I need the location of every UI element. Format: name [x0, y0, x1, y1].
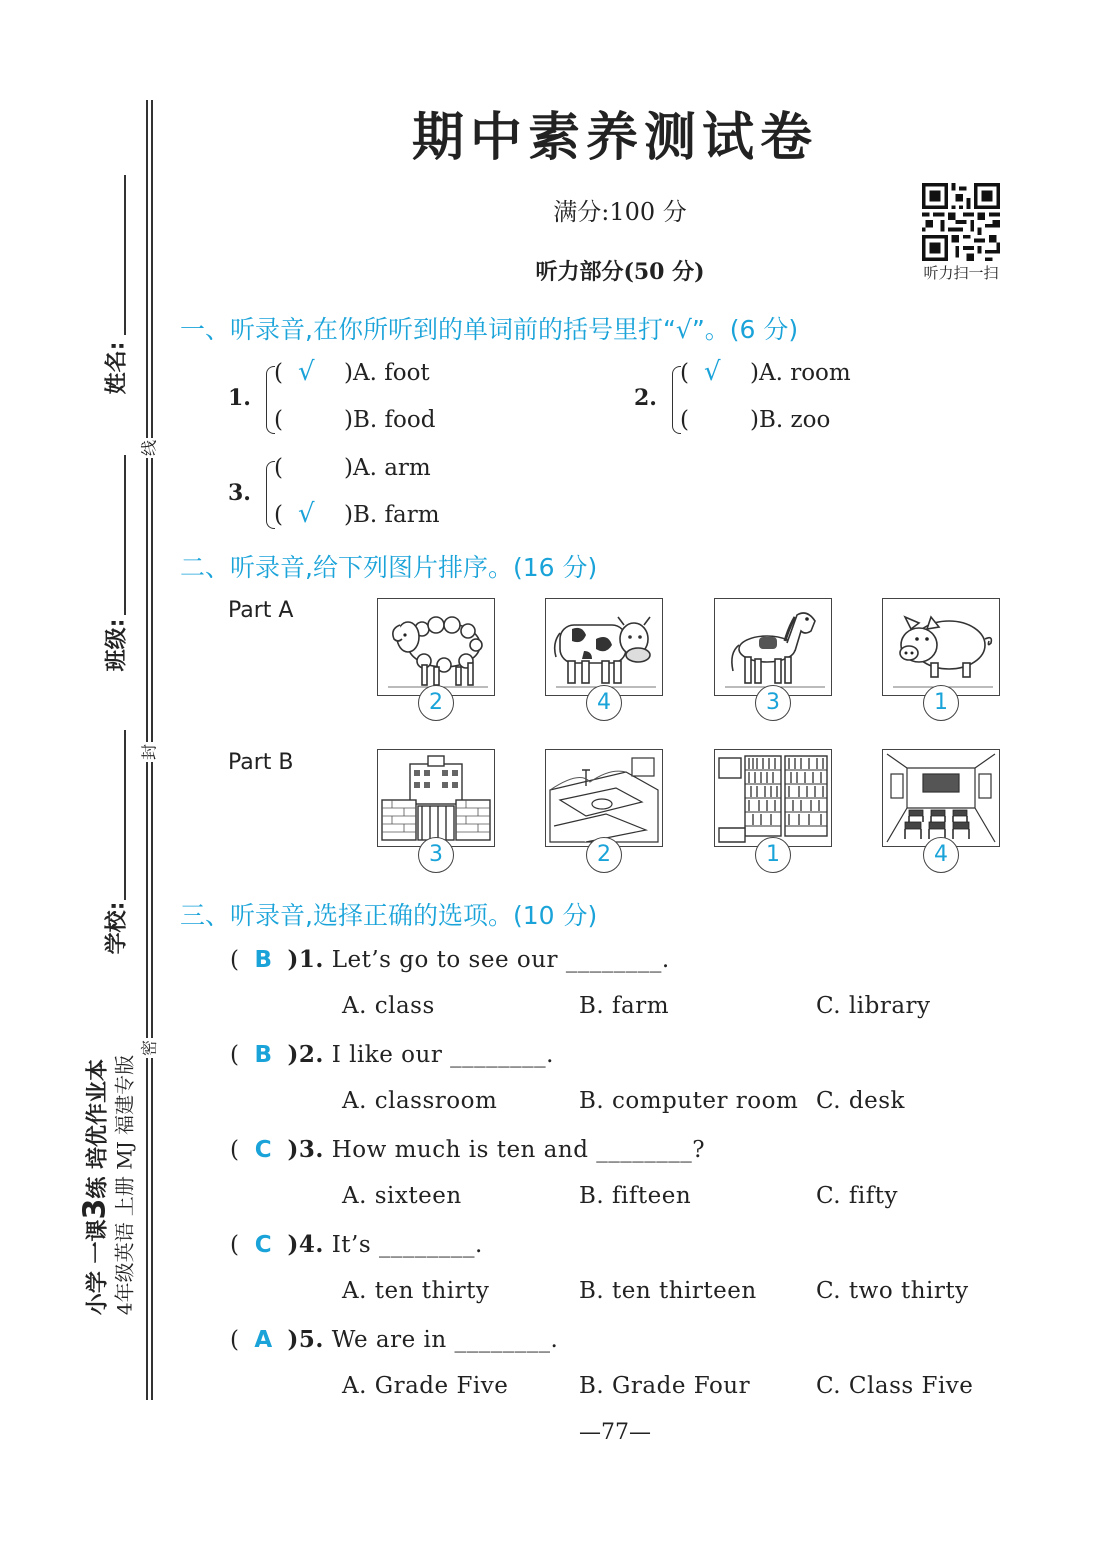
listening-header: 听力部分(50 分) — [535, 259, 705, 285]
s3-q4-choice-c[interactable]: C. two thirty — [816, 1278, 969, 1304]
sheep-picture — [377, 598, 495, 696]
brand-suffix: 练 培优作业本 — [85, 1058, 111, 1199]
s3-q4-number: )4. — [287, 1231, 324, 1258]
s1-q1-number: 1. — [228, 385, 251, 411]
s3-q4-choice-b[interactable]: B. ten thirteen — [579, 1278, 757, 1304]
s1-q2-option-a-label: )A. room — [750, 360, 851, 386]
part-a-order-3[interactable]: 3 — [755, 685, 791, 721]
s3-q3-stem-row: ( C )3. How much is ten and ________? — [230, 1136, 706, 1163]
s3-q4-answer[interactable]: C — [254, 1232, 273, 1258]
s1-q2-number: 2. — [634, 385, 657, 411]
s1-q3-option-a-label: )A. arm — [344, 455, 431, 481]
s1-q3-number: 3. — [228, 480, 251, 506]
cow-picture — [545, 598, 663, 696]
series-brand — [77, 1054, 138, 1316]
part-a-order-1[interactable]: 2 — [418, 685, 454, 721]
s3-q2-choice-c[interactable]: C. desk — [816, 1088, 905, 1114]
section1-title: 一、听录音,在你所听到的单词前的括号里打“√”。(6 分) — [180, 315, 799, 344]
qr-code-icon[interactable] — [920, 183, 1002, 261]
s3-q3-choice-a[interactable]: A. sixteen — [342, 1183, 462, 1209]
part-a-label: Part A — [228, 598, 294, 623]
part-a-order-4[interactable]: 1 — [923, 685, 959, 721]
s1-q2-option-b[interactable]: ( )B. zoo — [680, 407, 831, 433]
s3-q1-choice-c[interactable]: C. library — [816, 993, 931, 1019]
s3-q3-choice-c[interactable]: C. fifty — [816, 1183, 899, 1209]
classroom-picture — [882, 749, 1000, 847]
s3-q2-choice-b[interactable]: B. computer room — [579, 1088, 799, 1114]
s1-q3-option-b[interactable]: ( √ )B. farm — [274, 499, 440, 529]
s1-q1-option-a[interactable]: ( √ )A. foot — [274, 357, 430, 387]
qr-label: 听力扫一扫 — [923, 264, 999, 282]
s3-q5-choice-c[interactable]: C. Class Five — [816, 1373, 974, 1399]
playground-picture — [545, 749, 663, 847]
s1-q1-option-a-label: )A. foot — [344, 360, 430, 386]
s3-q4-stem: It’s ________. — [331, 1232, 483, 1258]
s3-q5-choice-a[interactable]: A. Grade Five — [342, 1373, 509, 1399]
library-picture — [714, 749, 832, 847]
horse-picture — [714, 598, 832, 696]
part-b-label: Part B — [228, 750, 294, 775]
s3-q1-stem-row: ( B )1. Let’s go to see our ________. — [230, 946, 670, 973]
name-blank — [124, 175, 126, 335]
s3-q2-stem: I like our ________. — [331, 1042, 554, 1068]
name-label: 姓名: — [104, 341, 130, 395]
s3-q2-number: )2. — [287, 1041, 324, 1068]
s3-q4-choice-a[interactable]: A. ten thirty — [342, 1278, 490, 1304]
s1-q3-option-b-label: )B. farm — [344, 502, 440, 528]
s3-q1-stem: Let’s go to see our ________. — [331, 947, 670, 973]
cut-mark-line: 线 — [137, 438, 160, 458]
page-title: 期中素养测试卷 — [411, 107, 818, 168]
section3-title: 三、听录音,选择正确的选项。(10 分) — [180, 901, 598, 930]
s1-q3-option-a[interactable]: ( )A. arm — [274, 455, 431, 481]
s3-q3-stem: How much is ten and ________? — [331, 1137, 706, 1163]
s3-q5-choice-b[interactable]: B. Grade Four — [579, 1373, 751, 1399]
brand-prefix: 小学 一课 — [85, 1219, 111, 1316]
s1-q2-option-a[interactable]: ( √ )A. room — [680, 357, 851, 387]
check-mark-icon: √ — [298, 357, 315, 387]
s3-q5-stem: We are in ________. — [331, 1327, 559, 1353]
full-score: 满分:100 分 — [553, 198, 687, 226]
s3-q1-number: )1. — [287, 946, 324, 973]
s3-q3-number: )3. — [287, 1136, 324, 1163]
pig-picture — [882, 598, 1000, 696]
s3-q2-answer[interactable]: B — [254, 1042, 273, 1068]
part-b-order-4[interactable]: 4 — [923, 837, 959, 873]
s3-q1-answer[interactable]: B — [254, 947, 273, 973]
part-b-order-3[interactable]: 1 — [755, 837, 791, 873]
s3-q1-choice-a[interactable]: A. class — [342, 993, 435, 1019]
school-label: 学校: — [104, 901, 130, 955]
s1-q1-option-b[interactable]: ( )B. food — [274, 407, 436, 433]
s3-q1-choice-b[interactable]: B. farm — [579, 993, 670, 1019]
s3-q5-answer[interactable]: A — [254, 1327, 273, 1353]
s1-q1-option-b-label: )B. food — [344, 407, 436, 433]
part-a-order-2[interactable]: 4 — [586, 685, 622, 721]
part-b-order-1[interactable]: 3 — [418, 837, 454, 873]
s3-q4-stem-row: ( C )4. It’s ________. — [230, 1231, 483, 1258]
class-label: 班级: — [104, 618, 130, 672]
s3-q5-number: )5. — [287, 1326, 324, 1353]
s1-q2-option-b-label: )B. zoo — [750, 407, 831, 433]
check-mark-icon: √ — [298, 499, 315, 529]
check-mark-icon: √ — [704, 357, 721, 387]
part-b-order-2[interactable]: 2 — [586, 837, 622, 873]
page-number: —77— — [579, 1420, 651, 1445]
cut-mark-secret: 密 — [137, 1038, 160, 1058]
school-picture — [377, 749, 495, 847]
section2-title: 二、听录音,给下列图片排序。(16 分) — [180, 553, 598, 582]
cut-mark-seal: 封 — [137, 742, 160, 762]
class-blank — [124, 455, 126, 615]
series-subtitle: 4年级英语 上册 MJ 福建专版 — [112, 1054, 137, 1316]
s3-q3-choice-b[interactable]: B. fifteen — [579, 1183, 692, 1209]
s3-q5-stem-row: ( A )5. We are in ________. — [230, 1326, 559, 1353]
s3-q2-choice-a[interactable]: A. classroom — [342, 1088, 498, 1114]
school-blank — [124, 730, 126, 900]
s3-q3-answer[interactable]: C — [254, 1137, 273, 1163]
s3-q2-stem-row: ( B )2. I like our ________. — [230, 1041, 554, 1068]
brand-number: 3 — [77, 1198, 113, 1220]
